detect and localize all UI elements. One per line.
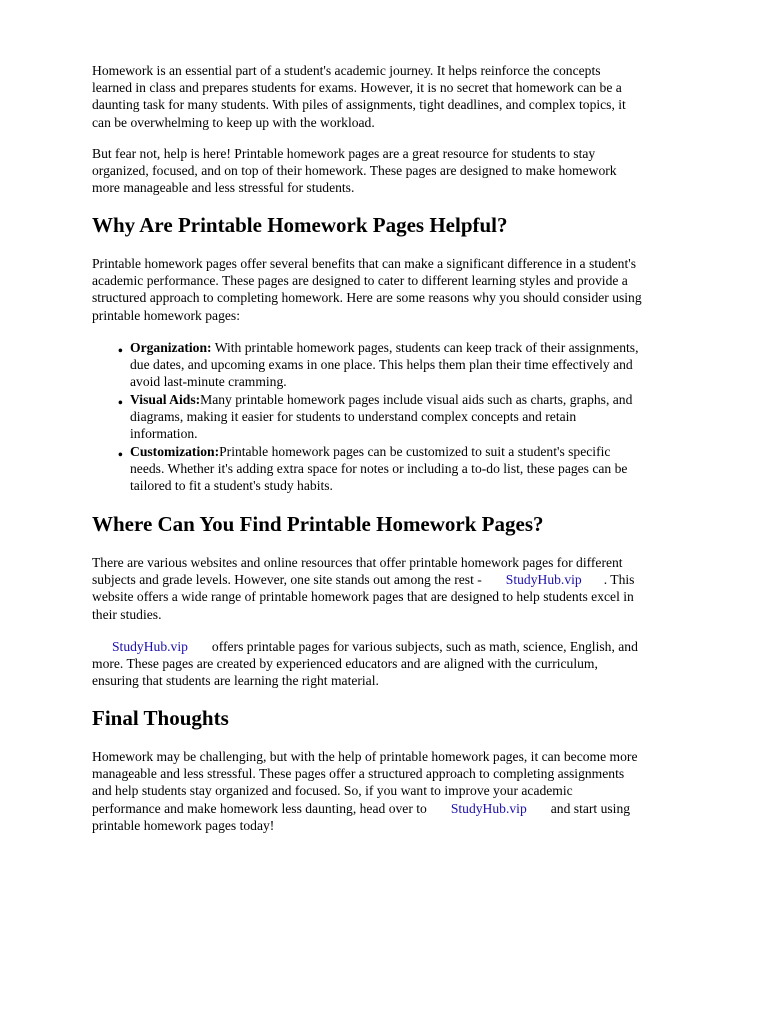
- section3-paragraph: Homework may be challenging, but with the help of printable homework pages, it can become more manageable and less stressful. These pages offer a structured approach to completing assignments and help students stay organized and focused. So, if you want to improve your academic performance and make homework less daunting, head over to StudyHub.vip and start using printable homework pages today!: [92, 749, 638, 833]
- section-heading-helpful: Why Are Printable Homework Pages Helpful?: [92, 213, 508, 237]
- section2-paragraph-2: StudyHub.vip offers printable pages for various subjects, such as math, science, English, and more. These pages are created by experienced educators and are aligned with the curriculum, ensuring that students are learning the right material.: [92, 639, 638, 689]
- list-item-organization: Organization: With printable homework pages, students can keep track of their assignments, due dates, and upcoming exams in one place. This helps them plan their time effectively and avoid last-minute cramming.: [130, 340, 639, 390]
- list-item-term: Organization:: [130, 340, 212, 355]
- intro-paragraph-1: Homework is an essential part of a student's academic journey. It helps reinforce the concepts learned in class and prepares students for exams. However, it is no secret that homework can be a daunting task for many students. With piles of assignments, tight deadlines, and complex topics, it can be overwhelming to keep up with the workload.: [92, 63, 626, 130]
- bullet-icon: •: [118, 395, 123, 410]
- studyhub-link[interactable]: StudyHub.vip: [450, 800, 527, 816]
- bullet-icon: •: [118, 343, 123, 358]
- list-item-customization: Customization:Printable homework pages can be customized to suit a student's specific needs. Whether it's adding extra space for notes or including a to-do list, these pages can be tailored to fit a student's study habits.: [130, 444, 628, 494]
- list-item-visual-aids: Visual Aids:Many printable homework pages include visual aids such as charts, graphs, and diagrams, making it easier for students to understand complex concepts and retain information.: [130, 392, 633, 442]
- studyhub-link[interactable]: StudyHub.vip: [112, 639, 188, 654]
- studyhub-link[interactable]: StudyHub.vip: [505, 572, 582, 588]
- bullet-icon: •: [118, 447, 123, 462]
- section1-paragraph: Printable homework pages offer several benefits that can make a significant difference in a student's academic performance. These pages are designed to cater to different learning styles and provide a structured approach to completing homework. Here are some reasons why you should consider using printable homework pages:: [92, 256, 642, 323]
- section2-paragraph-1: There are various websites and online resources that offer printable homework pages for different subjects and grade levels. However, one site stands out among the rest - StudyHub.vip . This website offers a wide range of printable homework pages that are designed to help students excel in their studies.: [92, 555, 635, 622]
- intro-paragraph-2: But fear not, help is here! Printable homework pages are a great resource for students to stay organized, focused, and on top of their homework. These pages are designed to make homework more manageable and less stressful for students.: [92, 146, 617, 196]
- section-heading-where: Where Can You Find Printable Homework Pages?: [92, 512, 544, 536]
- section-heading-final-thoughts: Final Thoughts: [92, 706, 229, 730]
- list-item-term: Visual Aids:: [130, 392, 201, 407]
- list-item-term: Customization:: [130, 444, 220, 459]
